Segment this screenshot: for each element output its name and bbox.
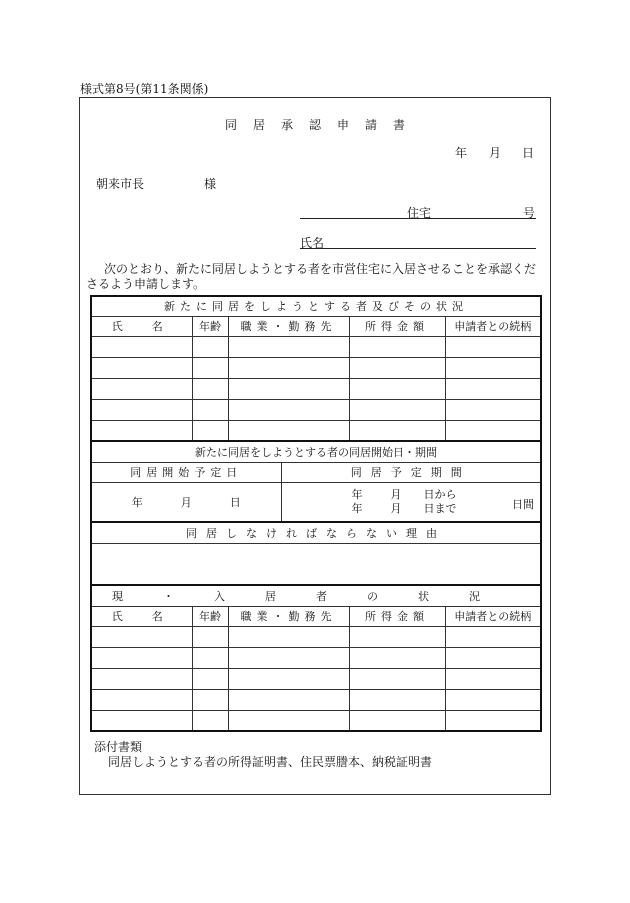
col-age: 年齢 (192, 316, 228, 336)
to-year: 年 (351, 501, 363, 515)
cell[interactable] (445, 399, 541, 420)
cell[interactable] (192, 336, 228, 357)
cell[interactable] (192, 647, 228, 668)
start-month: 月 (180, 495, 192, 509)
cell[interactable] (349, 710, 445, 731)
cell[interactable] (91, 420, 192, 441)
cell[interactable] (192, 710, 228, 731)
to-month: 月 (390, 501, 402, 515)
applicant-name-line[interactable] (300, 248, 536, 249)
from-year: 年 (351, 487, 363, 501)
addressee-honorific: 様 (204, 177, 217, 191)
cell[interactable] (349, 668, 445, 689)
housing-label: 住宅 (407, 206, 432, 220)
cell[interactable] (228, 710, 349, 731)
col-occupation: 職業・勤務先 (228, 316, 349, 336)
applicant-name-label: 氏名 (300, 236, 325, 250)
attachments-list: 同居しようとする者の所得証明書、住民票謄本、納税証明書 (108, 755, 433, 769)
cell[interactable] (192, 420, 228, 441)
cell[interactable] (91, 647, 192, 668)
table-row (91, 420, 541, 441)
cell[interactable] (445, 626, 541, 647)
cell[interactable] (349, 336, 445, 357)
attachments-title: 添付書類 (94, 740, 143, 754)
cell[interactable] (445, 420, 541, 441)
cell[interactable] (192, 668, 228, 689)
days-label: 日間 (512, 497, 534, 511)
cell[interactable] (228, 420, 349, 441)
start-day: 日 (229, 495, 241, 509)
title-char: 書 (393, 118, 406, 132)
cell[interactable] (91, 626, 192, 647)
cell[interactable] (349, 689, 445, 710)
cell[interactable] (192, 378, 228, 399)
date-month[interactable]: 月 (489, 146, 502, 160)
housing-number-suffix: 号 (523, 206, 536, 220)
col-name: 氏 名 (91, 316, 192, 336)
cell[interactable] (91, 399, 192, 420)
addressee (96, 175, 216, 192)
section3-title: 同居しなければならない理由 (91, 522, 541, 543)
period-dates (282, 488, 541, 516)
cell[interactable] (445, 357, 541, 378)
cell[interactable] (349, 420, 445, 441)
table-row (91, 710, 541, 731)
title-char: 申 (337, 118, 350, 132)
cell[interactable] (445, 378, 541, 399)
date-year[interactable]: 年 (455, 146, 468, 160)
col-income: 所得金額 (349, 316, 445, 336)
title-char: 請 (365, 118, 378, 132)
cell[interactable] (192, 626, 228, 647)
cell[interactable] (91, 357, 192, 378)
col-name: 氏 名 (91, 606, 192, 626)
cell[interactable] (228, 668, 349, 689)
reason-field[interactable] (91, 543, 541, 585)
col-income: 所得金額 (349, 606, 445, 626)
form-number: 様式第8号(第11条関係) (80, 82, 209, 96)
addressee-name: 朝来市長 (96, 177, 145, 191)
cell[interactable] (349, 399, 445, 420)
cell[interactable] (349, 378, 445, 399)
cell[interactable] (445, 668, 541, 689)
cell[interactable] (192, 357, 228, 378)
table-row (91, 357, 541, 378)
table-row (91, 336, 541, 357)
table-row (91, 378, 541, 399)
cell[interactable] (445, 689, 541, 710)
to-day: 日まで (423, 501, 457, 515)
cell[interactable] (228, 626, 349, 647)
date-day[interactable]: 日 (522, 146, 535, 160)
cell[interactable] (91, 668, 192, 689)
section1-title: 新たに同居をしようとする者及びその状況 (91, 296, 541, 316)
cell[interactable] (228, 336, 349, 357)
section4-title: 現・入居者の状況 (91, 585, 541, 606)
from-day: 日から (423, 487, 457, 501)
cell[interactable] (91, 378, 192, 399)
col-occupation: 職業・勤務先 (228, 606, 349, 626)
cell[interactable] (445, 710, 541, 731)
col-age: 年齢 (192, 606, 228, 626)
title-char: 同 (224, 118, 237, 132)
table-row (91, 626, 541, 647)
application-statement: 次のとおり、新たに同居しようとする者を市営住宅に入居させることを承認くださるよう申請します。 (86, 262, 537, 291)
cell[interactable] (349, 626, 445, 647)
cell[interactable] (445, 336, 541, 357)
start-year: 年 (131, 495, 143, 509)
period-label: 同居予定期間 (281, 462, 541, 482)
start-date-cell[interactable] (91, 482, 281, 522)
cell[interactable] (349, 647, 445, 668)
cell[interactable] (228, 647, 349, 668)
cell[interactable] (91, 336, 192, 357)
section2-title: 新たに同居をしようとする者の同居開始日・期間 (91, 441, 541, 462)
cell[interactable] (445, 647, 541, 668)
col-relationship: 申請者との続柄 (445, 606, 541, 626)
cell[interactable] (91, 689, 192, 710)
table-row (91, 668, 541, 689)
cell[interactable] (228, 689, 349, 710)
period-cell[interactable] (281, 482, 541, 522)
title-char: 居 (252, 118, 265, 132)
title-char: 認 (308, 118, 321, 132)
table-row (91, 399, 541, 420)
cell[interactable] (228, 399, 349, 420)
cell[interactable] (349, 357, 445, 378)
cell[interactable] (91, 710, 192, 731)
application-table (90, 295, 542, 732)
table-row (91, 647, 541, 668)
from-month: 月 (390, 487, 402, 501)
form-title (79, 116, 551, 133)
table-row (91, 689, 541, 710)
col-relationship: 申請者との続柄 (445, 316, 541, 336)
title-char: 承 (280, 118, 293, 132)
cell[interactable] (228, 357, 349, 378)
cell[interactable] (192, 689, 228, 710)
cell[interactable] (228, 378, 349, 399)
cell[interactable] (192, 399, 228, 420)
start-date-label: 同居開始予定日 (91, 462, 281, 482)
